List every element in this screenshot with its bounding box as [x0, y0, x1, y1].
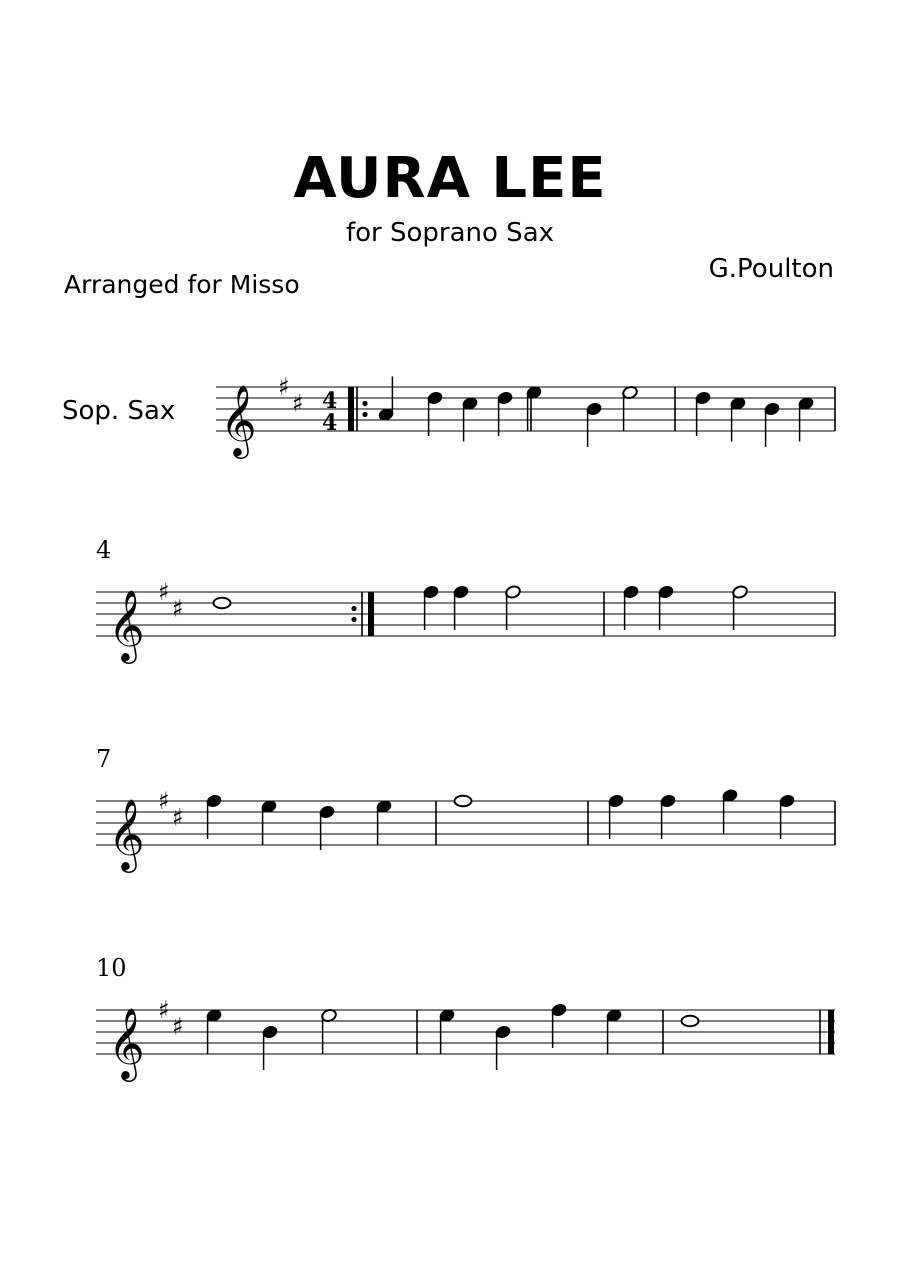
sharp-icon: ♯ — [278, 373, 290, 401]
treble-clef-icon: 𝄞 — [108, 588, 145, 661]
whole-note — [455, 796, 472, 806]
arranger-credit: Arranged for Misso — [64, 270, 300, 299]
sharp-icon: ♯ — [292, 389, 304, 418]
treble-clef-icon: 𝄞 — [220, 383, 257, 456]
score-subtitle: for Soprano Sax — [345, 218, 555, 248]
measure-number: 7 — [96, 745, 112, 773]
whole-note — [214, 598, 231, 608]
composer-credit: G.Poulton — [708, 254, 834, 284]
time-signature-bottom: 4 — [322, 410, 338, 436]
repeat-dot — [351, 606, 356, 611]
treble-clef-icon: 𝄞 — [108, 1006, 145, 1079]
sharp-icon: ♯ — [158, 996, 170, 1024]
repeat-dot — [362, 401, 367, 406]
sharp-icon: ♯ — [172, 1012, 184, 1041]
repeat-end-thick-barline — [368, 592, 374, 636]
whole-note — [682, 1016, 699, 1026]
sharp-icon: ♯ — [172, 803, 184, 832]
repeat-dot — [362, 412, 367, 417]
time-signature-top: 4 — [322, 388, 338, 414]
final-thick-barline — [828, 1010, 834, 1054]
sharp-icon: ♯ — [158, 578, 170, 606]
score-title: AURA LEE — [293, 146, 607, 211]
measure-number: 4 — [96, 536, 112, 564]
measure-number: 10 — [96, 954, 127, 982]
sharp-icon: ♯ — [158, 787, 170, 815]
repeat-start-thick-barline — [348, 387, 354, 431]
sharp-icon: ♯ — [172, 594, 184, 623]
repeat-dot — [351, 617, 356, 622]
treble-clef-icon: 𝄞 — [108, 797, 145, 870]
instrument-name: Sop. Sax — [62, 396, 176, 426]
